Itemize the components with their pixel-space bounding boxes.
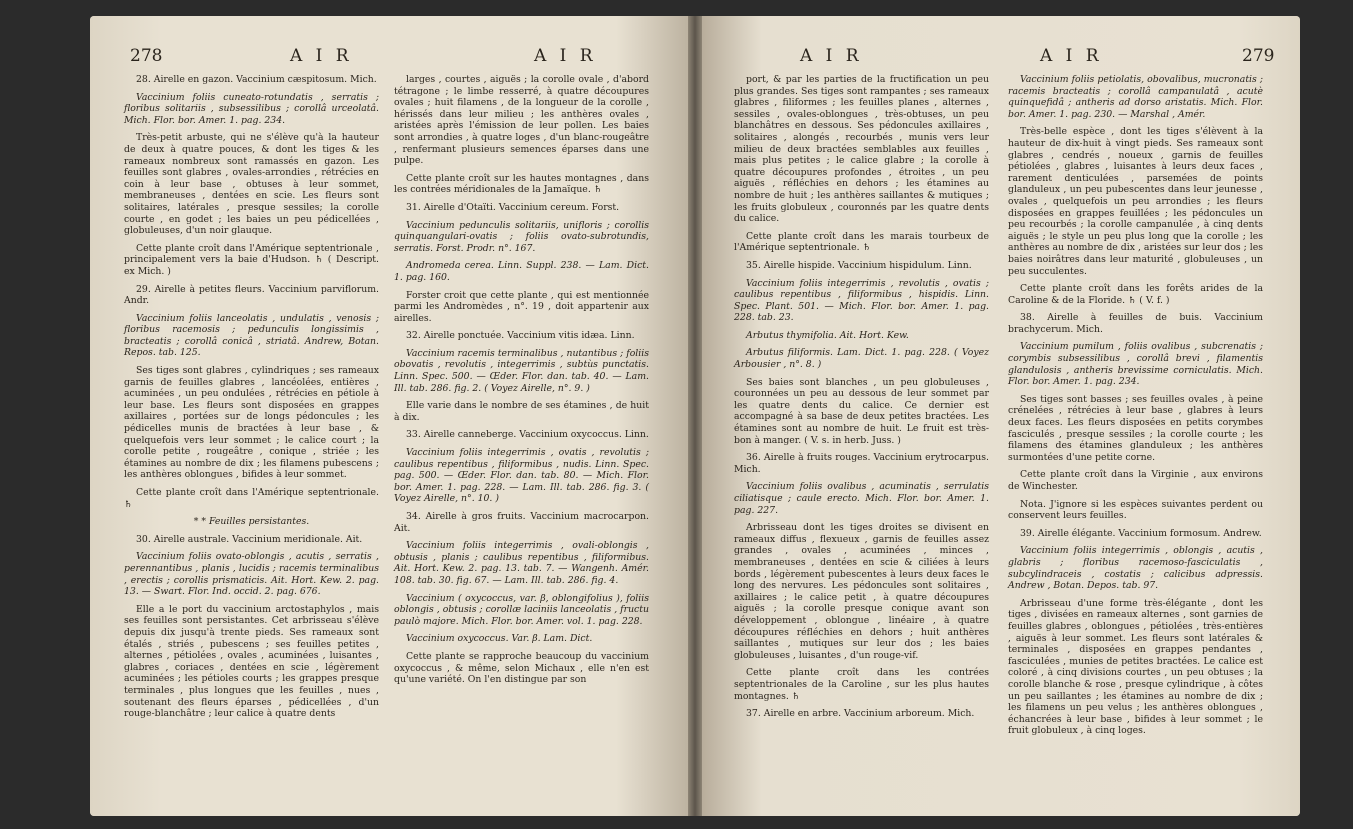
- body-paragraph: Ses tiges sont basses ; ses feuilles ovales , à peine crénelées , rétrécies à leur base , glabres à leurs deux faces. Les fleurs disposées en petits corymbes fasciculés , presque sessiles ; la corolle courte ; les filamens des étamines glanduleux ; les anthères surmontées d'une petite corne.: [1008, 393, 1263, 463]
- section-subheading: * * Feuilles persistantes.: [193, 516, 310, 528]
- body-paragraph: Arbrisseau d'une forme très-élégante , dont les tiges , divisées en rameaux alternes , sont garnies de feuilles glabres , oblongues , pétiolées , très-entières , aiguës à leur sommet. Les fleurs sont latérales & terminales , disposées en grappes pendantes , fasciculées , munies de petites bractées. Le calice est coloré , à cinq divisions courtes , un peu obtuses ; la corolle blanche & rose , presque cylindrique , à côtes un peu saillantes ; les étamines au nombre de dix ; les filamens un peu velus ; les anthères oblongues , échancrées à leur base , bifides à leur sommet ; le fruit globuleux , à cinq loges.: [1008, 597, 1263, 737]
- left-running-head-2: A I R: [534, 46, 597, 66]
- body-paragraph: Cette plante croît dans l'Amérique septentrionale , principalement vers la baie d'Hudson. ♄ ( Descript. ex Mich. ): [124, 242, 379, 277]
- left-column-2: [394, 74, 649, 692]
- body-paragraph: Cette plante croît dans les contrées septentrionales de la Caroline , sur les plus hautes montagnes. ♄: [734, 667, 989, 702]
- body-paragraph: Cette plante croît dans l'Amérique septentrionale. ♄: [124, 487, 379, 510]
- body-paragraph: Cette plante se rapproche beaucoup du vaccinium oxycoccus , & même, selon Michaux , elle n'en est qu'une variété. On l'en distingue par son: [394, 650, 649, 686]
- species-entry-heading: 35. Airelle hispide. Vaccinium hispidulum. Linn.: [746, 259, 972, 271]
- right-column-1: [734, 74, 989, 726]
- species-entry-heading: 32. Airelle ponctuée. Vaccinium vitis idæa. Linn.: [406, 330, 635, 342]
- botanical-description: Vaccinium foliis integerrimis , revolutis , ovatis ; caulibus repentibus , filiformibus , hispidis. Linn. Spec. Plant. 501. — Mich. Flor. bor. Amer. 1. pag. 228. tab. 23.: [734, 277, 989, 324]
- left-page-number: 278: [130, 46, 163, 66]
- species-entry-heading: 34. Airelle à gros fruits. Vaccinium macrocarpon. Ait.: [394, 511, 649, 534]
- species-entry-heading: 31. Airelle d'Otaïti. Vaccinium cereum. Forst.: [406, 201, 620, 213]
- botanical-description: Vaccinium foliis integerrimis , ovali-oblongis , obtusis , planis ; caulibus repentibus , filiformibus. Ait. Hort. Kew. 2. pag. 13. tab. 7. — Wangenh. Amér. 108. tab. 30. fig. 67. — Lam. Ill. tab. 286. fig. 4.: [394, 540, 649, 586]
- body-paragraph: Cette plante croît sur les hautes montagnes , dans les contrées méridionales de la Jamaïque. ♄: [394, 172, 649, 196]
- botanical-description: Vaccinium foliis ovato-oblongis , acutis , serratis , perennantibus , planis , lucidis ; racemis terminalibus , erectis ; corollis prismaticis. Ait. Hort. Kew. 2. pag. 13. — Swart. Flor. Ind. occid. 2. pag. 676.: [124, 551, 379, 598]
- body-paragraph: Elle varie dans le nombre de ses étamines , de huit à dix.: [394, 400, 649, 423]
- species-entry-heading: 37. Airelle en arbre. Vaccinium arboreum. Mich.: [746, 708, 975, 720]
- body-paragraph: Elle a le port du vaccinium arctostaphylos , mais ses feuilles sont persistantes. Cet arbrisseau s'élève depuis dix jusqu'à trente pieds. Ses rameaux sont étalés , striés , pubescens ; ses feuilles petites , alternes , pétiolées , ovales , acuminées , luisantes , glabres , coriaces , dentées en scie , légèrement acuminées ; les pétioles courts ; les grappes presque terminales , plus longues que les feuilles , nues , soutenant des fleurs éparses , pédicellées , d'un rouge-blanchâtre ; leur calice à quatre dents: [124, 603, 379, 720]
- open-book: [90, 16, 1300, 816]
- species-entry-heading: 36. Airelle à fruits rouges. Vaccinium erytrocarpus. Mich.: [734, 452, 989, 475]
- body-paragraph: Nota. J'ignore si les espèces suivantes perdent ou conservent leurs feuilles.: [1008, 498, 1263, 522]
- body-paragraph: Très-belle espèce , dont les tiges s'élèvent à la hauteur de dix-huit à vingt pieds. Ses rameaux sont glabres , cendrés , noueux , garnis de feuilles pétiolées , glabres , luisantes à leurs deux faces , rarement denticulées , parsemées de points glanduleux , un peu pubescentes dans leur jeunesse , ovales , quelquefois un peu arrondies ; les fleurs disposées en grappes feuillées ; les pédoncules un peu recourbés ; la corolle campanulée , à cinq dents aiguës ; le style un peu plus long que la corolle ; les anthères au nombre de dix , aristées sur leur dos ; les baies noirâtres dans leur maturité , globuleuses , un peu succulentes.: [1008, 126, 1263, 277]
- left-running-head-1: A I R: [290, 46, 353, 66]
- botanical-description: Arbutus thymifolia. Ait. Hort. Kew.: [746, 329, 909, 341]
- species-entry-heading: 30. Airelle australe. Vaccinium meridionale. Ait.: [136, 533, 363, 545]
- body-paragraph: Cette plante croît dans les forêts arides de la Caroline & de la Floride. ♄ ( V. f. ): [1008, 283, 1263, 306]
- species-entry-heading: 28. Airelle en gazon. Vaccinium cæspitosum. Mich.: [136, 74, 377, 85]
- left-column-1: [124, 74, 379, 726]
- body-paragraph: Ses tiges sont glabres , cylindriques ; ses rameaux garnis de feuilles glabres , lancéolées, entières , acuminées , un peu ondulées , rétrécies en pétiole à leur base. Les fleurs sont disposées en grappes axillaires , portées sur de longs pédoncules ; les pédicelles munis de bractées à leur base , & quelquefois vers leur sommet ; le calice court ; la corolle petite , rougeâtre , conique , striée ; les étamines au nombre de dix ; les filamens pubescens ; les anthères oblongues , bifides à leur sommet.: [124, 365, 379, 481]
- botanical-description: Arbutus filiformis. Lam. Dict. 1. pag. 228. ( Voyez Arbousier , n°. 8. ): [734, 347, 989, 371]
- body-paragraph: Très-petit arbuste, qui ne s'élève qu'à la hauteur de deux à quatre pouces, & dont les tiges & les rameaux nombreux sont ramassés en gazon. Les feuilles sont glabres , ovales-arrondies , rétrécies en coin à leur base , obtuses à leur sommet, membraneuses , dentées en scie. Les fleurs sont solitaires, latérales , presque sessiles; la corolle courte , en godet ; les baies un peu pédicellées , globuleuses, d'un noir glauque.: [124, 132, 379, 237]
- botanical-description: Vaccinium foliis petiolatis, obovalibus, mucronatis ; racemis bracteatis ; corollâ campanulatâ , acutè quinquefidâ ; antheris ad dorso aristatis. Mich. Flor. bor. Amer. 1. pag. 230. — Marshal , Amér.: [1008, 74, 1263, 120]
- botanical-description: Vaccinium foliis integerrimis , oblongis , acutis , glabris ; floribus racemoso-fasciculatis , subcylindraceis , costatis ; calicibus adpressis. Andrew , Botan. Depos. tab. 97.: [1008, 545, 1263, 592]
- botanical-description: Andromeda cerea. Linn. Suppl. 238. — Lam. Dict. 1. pag. 160.: [394, 260, 649, 283]
- body-paragraph: Cette plante croît dans la Virginie , aux environs de Winchester.: [1008, 469, 1263, 492]
- botanical-description: Vaccinium foliis cuneato-rotundatis , serratis ; floribus solitariis , subsessilibus ; corollâ urceolatâ. Mich. Flor. bor. Amer. 1. pag. 234.: [124, 91, 379, 126]
- botanical-description: Vaccinium pumilum , foliis ovalibus , subcrenatis ; corymbis subsessilibus , corollâ brevi , filamentis glandulosis , antheris brevissime corniculatis. Mich. Flor. bor. Amer. 1. pag. 234.: [1008, 341, 1263, 388]
- left-page: [90, 16, 688, 816]
- species-entry-heading: 38. Airelle à feuilles de buis. Vaccinium brachycerum. Mich.: [1008, 312, 1263, 335]
- body-paragraph: Ses baies sont blanches , un peu globuleuses , couronnées un peu au dessous de leur sommet par les quatre dents du calice. Ce dernier est accompagné à sa base de deux petites bractées. Les étamines sont au nombre de huit. Le fruit est très-bon à manger. ( V. s. in herb. Juss. ): [734, 376, 989, 446]
- species-entry-heading: 39. Airelle élégante. Vaccinium formosum. Andrew.: [1020, 527, 1262, 539]
- right-page: [702, 16, 1300, 816]
- body-paragraph: port, & par les parties de la fructification un peu plus grandes. Ses tiges sont rampantes ; ses rameaux glabres , filiformes ; les feuilles planes , alternes , sessiles , ovales-oblongues , très-obtuses, un peu blanchâtres en dessous. Ses pédoncules axillaires , solitaires , alongés , recourbés , munis vers leur milieu de deux bractées semblables aux feuilles , mais plus petites ; le calice glabre ; la corolle à quatre découpures profondes , étroites , un peu aiguës , réfléchies en dehors ; les étamines au nombre de huit ; les anthères saillantes & mutiques ; les fruits globuleux , couronnés par les quatre dents du calice.: [734, 74, 989, 225]
- botanical-description: Vaccinium foliis lanceolatis , undulatis , venosis ; floribus racemosis ; pedunculis longissimis , bracteatis ; corollâ conicâ , striatâ. Andrew, Botan. Repos. tab. 125.: [124, 312, 379, 359]
- right-running-head-2: A I R: [1040, 46, 1103, 66]
- body-paragraph: Forster croit que cette plante , qui est mentionnée parmi les Andromèdes , n°. 19 , doit appartenir aux airelles.: [394, 289, 649, 324]
- body-paragraph: Cette plante croît dans les marais tourbeux de l'Amérique septentrionale. ♄: [734, 230, 989, 254]
- species-entry-heading: 29. Airelle à petites fleurs. Vaccinium parviflorum. Andr.: [124, 283, 379, 307]
- body-paragraph: Arbrisseau dont les tiges droites se divisent en rameaux diffus , flexueux , garnis de feuilles assez grandes , ovales , acuminées , minces , membraneuses , dentées en scie & ciliées à leurs bords , légèrement pubescentes à leurs deux faces le long des nervures. Les pédoncules sont solitaires , axillaires ; le calice petit , à quatre découpures aiguës ; la corolle presque conique avant son développement , oblongue , linéaire , à quatre découpures réfléchies en dehors ; huit anthères saillantes , mutiques sur leur dos ; les baies globuleuses , luisantes , d'un rouge-vif.: [734, 522, 989, 661]
- botanical-description: Vaccinium racemis terminalibus , nutantibus ; foliis obovatis , revolutis , integerrimis , subtùs punctatis. Linn. Spec. 500. — Œder. Flor. dan. tab. 40. — Lam. Ill. tab. 286. fig. 2. ( Voyez Airelle, n°. 9. ): [394, 347, 649, 394]
- right-column-2: [1008, 74, 1263, 743]
- species-entry-heading: 33. Airelle canneberge. Vaccinium oxycoccus. Linn.: [406, 429, 649, 441]
- botanical-description: Vaccinium ( oxycoccus, var. β, oblongifolius ), foliis oblongis , obtusis ; corollæ laciniis lanceolatis , fructu paulò majore. Mich. Flor. bor. Amer. vol. 1. pag. 228.: [394, 592, 649, 627]
- botanical-description: Vaccinium foliis integerrimis , ovatis , revolutis ; caulibus repentibus , filiformibus , nudis. Linn. Spec. pag. 500. — Œder. Flor. dan. tab. 80. — Mich. Flor. bor. Amer. 1. pag. 228. — Lam. Ill. tab. 286. fig. 3. ( Voyez Airelle, n°. 10. ): [394, 447, 649, 505]
- book-gutter: [688, 16, 702, 816]
- right-running-head-1: A I R: [800, 46, 863, 66]
- botanical-description: Vaccinium oxycoccus. Var. β. Lam. Dict.: [406, 633, 593, 645]
- botanical-description: Vaccinium foliis ovalibus , acuminatis , serrulatis ciliatisque ; caule erecto. Mich. Flor. bor. Amer. 1. pag. 227.: [734, 481, 989, 516]
- body-paragraph: larges , courtes , aiguës ; la corolle ovale , d'abord tétragone ; le limbe resserré, à quatre découpures ovales ; huit filamens , de la longueur de la corolle , hérissés dans leur milieu ; les anthères ovales , aristées après l'émission de leur pollen. Les baies sont arrondies , à quatre loges , d'un blanc-rougeâtre , renfermant plusieurs semences éparses dans une pulpe.: [394, 74, 649, 167]
- botanical-description: Vaccinium pedunculis solitariis, unifloris ; corollis quinquangulari-ovatis ; foliis ovato-subrotundis, serratis. Forst. Prodr. n°. 167.: [394, 219, 649, 254]
- right-page-number: 279: [1242, 46, 1275, 66]
